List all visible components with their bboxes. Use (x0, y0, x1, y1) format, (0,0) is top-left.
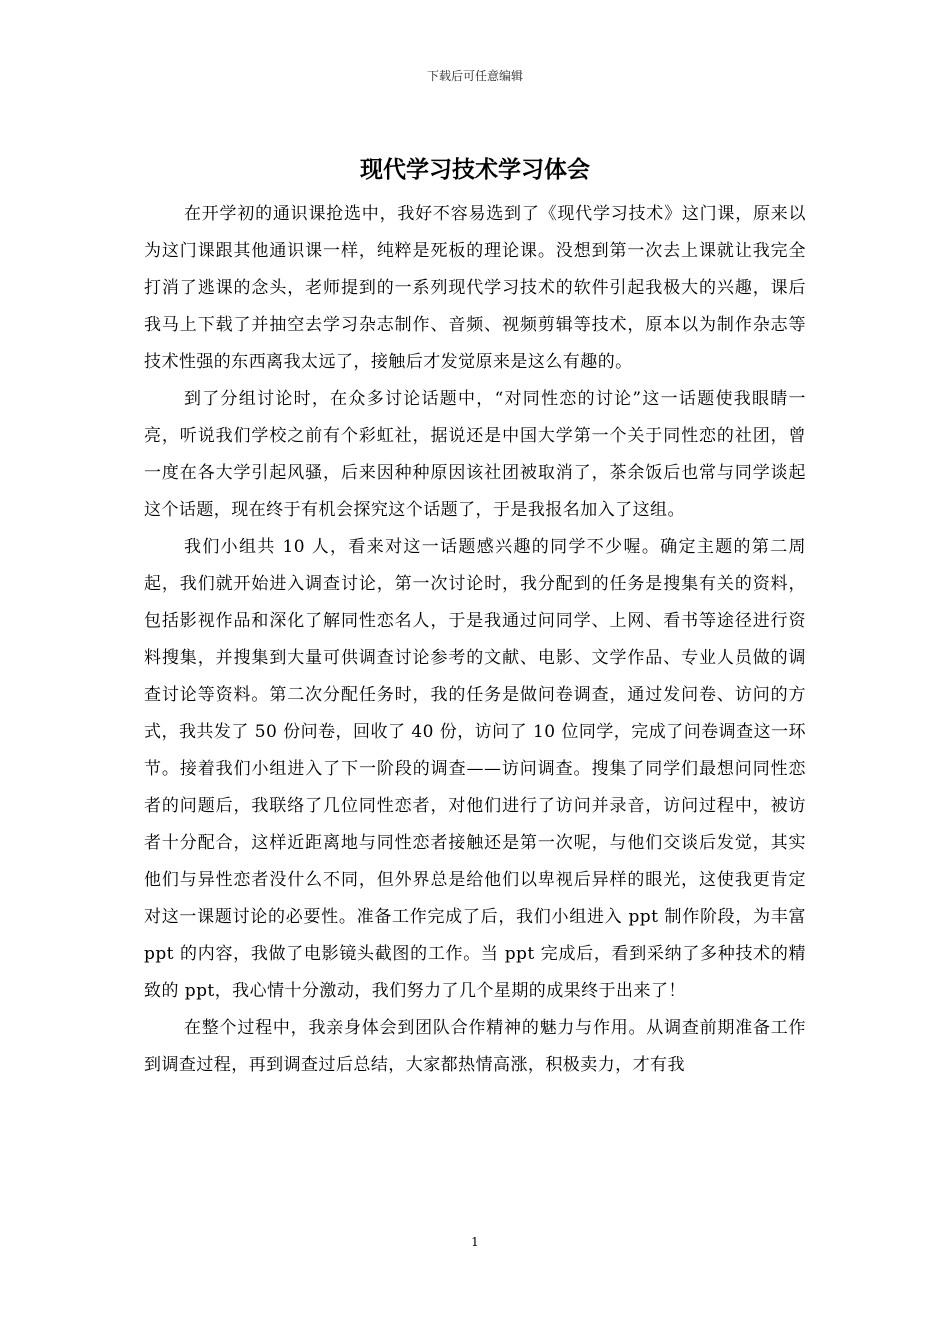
document-title: 现代学习技术学习体会 (360, 157, 590, 183)
document-body (144, 196, 806, 1206)
paragraph-1: 在开学初的通识课抢选中，我好不容易选到了《现代学习技术》这门课，原来以为这门课跟其他通识课一样，纯粹是死板的理论课。没想到第一次去上课就让我完全打消了逃课的念头，老师提到的一系列现代学习技术的软件引起我极大的兴趣，课后我马上下载了并抽空去学习杂志制作、音频、视频剪辑等技术，原本以为制作杂志等技术性强的东西离我太远了，接触后才发觉原来是这么有趣的。 (144, 204, 806, 372)
paragraph-2: 到了分组讨论时，在众多讨论话题中，“对同性恋的讨论”这一话题使我眼睛一亮，听说我们学校之前有个彩虹社，据说还是中国大学第一个关于同性恋的社团，曾一度在各大学引起风骚，后来因种种原因该社团被取消了，茶余饭后也常与同学谈起这个话题，现在终于有机会探究这个话题了，于是我报名加入了这组。 (144, 389, 806, 520)
paragraph-4: 在整个过程中，我亲身体会到团队合作精神的魅力与作用。从调查前期准备工作到调查过程，再到调查过后总结，大家都热情高涨，积极卖力，才有我 (144, 1018, 806, 1075)
page-number: 1 (471, 1235, 479, 1249)
page-header-note: 下载后可任意编辑 (426, 69, 523, 83)
paragraph-3: 我们小组共 10 人，看来对这一话题感兴趣的同学不少喔。确定主题的第二周起，我们就开始进入调查讨论，第一次讨论时，我分配到的任务是搜集有关的资料，包括影视作品和深化了解同性恋名人，于是我通过问同学、上网、看书等途径进行资料搜集，并搜集到大量可供调查讨论参考的文献、电影、文学作品、专业人员做的调查讨论等资料。第二次分配任务时，我的任务是做问卷调查，通过发问卷、访问的方式，我共发了 50 份问卷，回收了 40 份，访问了 10 位同学，完成了问卷调查这一环节。接着我们小组进入了下一阶段的调查——访问调查。搜集了同学们最想问同性恋者的问题后，我联络了几位同性恋者，对他们进行了访问并录音，访问过程中，被访者十分配合，这样近距离地与同性恋者接触还是第一次呢，与他们交谈后发觉，其实他们与异性恋者没什么不同，但外界总是给他们以卑视后异样的眼光，这使我更肯定对这一课题讨论的必要性。准备工作完成了后，我们小组进入 ppt 制作阶段，为丰富 ppt 的内容，我做了电影镜头截图的工作。当 ppt 完成后，看到采纳了多种技术的精致的 ppt，我心情十分激动，我们努力了几个星期的成果终于出来了！ (144, 537, 806, 1001)
